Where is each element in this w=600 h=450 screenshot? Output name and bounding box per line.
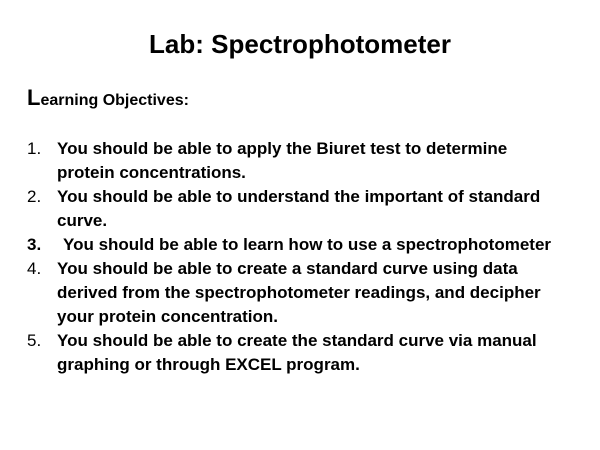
objective-text: You should be able to learn how to use a spectrophotometer [63,235,552,254]
objective-text: You should be able to understand the important of standard curve. [57,187,541,230]
objective-number: 3. [27,235,42,254]
objective-item [0,257,557,329]
learning-objectives-heading [27,86,189,113]
objective-text: You should be able to create a standard curve using data derived from the spectrophotometer readings, and decipher your protein concentration. [57,259,541,326]
objective-number: 2. [27,187,42,206]
objective-item [0,329,557,377]
heading-initial-letter: L [27,85,41,110]
objective-item [0,185,557,233]
objective-item [0,137,557,185]
objective-number: 4. [27,259,42,278]
objective-item [0,233,557,257]
objective-number: 1. [27,139,42,158]
objective-text: You should be able to apply the Biuret test to determine protein concentrations. [57,139,508,182]
heading-rest: earning Objectives: [40,92,189,109]
objective-text: You should be able to create the standard curve via manual graphing or through EXCEL program. [57,331,537,374]
objective-number: 5. [27,331,42,350]
slide-title: Lab: Spectrophotometer [149,29,451,59]
objectives-list [0,137,600,377]
